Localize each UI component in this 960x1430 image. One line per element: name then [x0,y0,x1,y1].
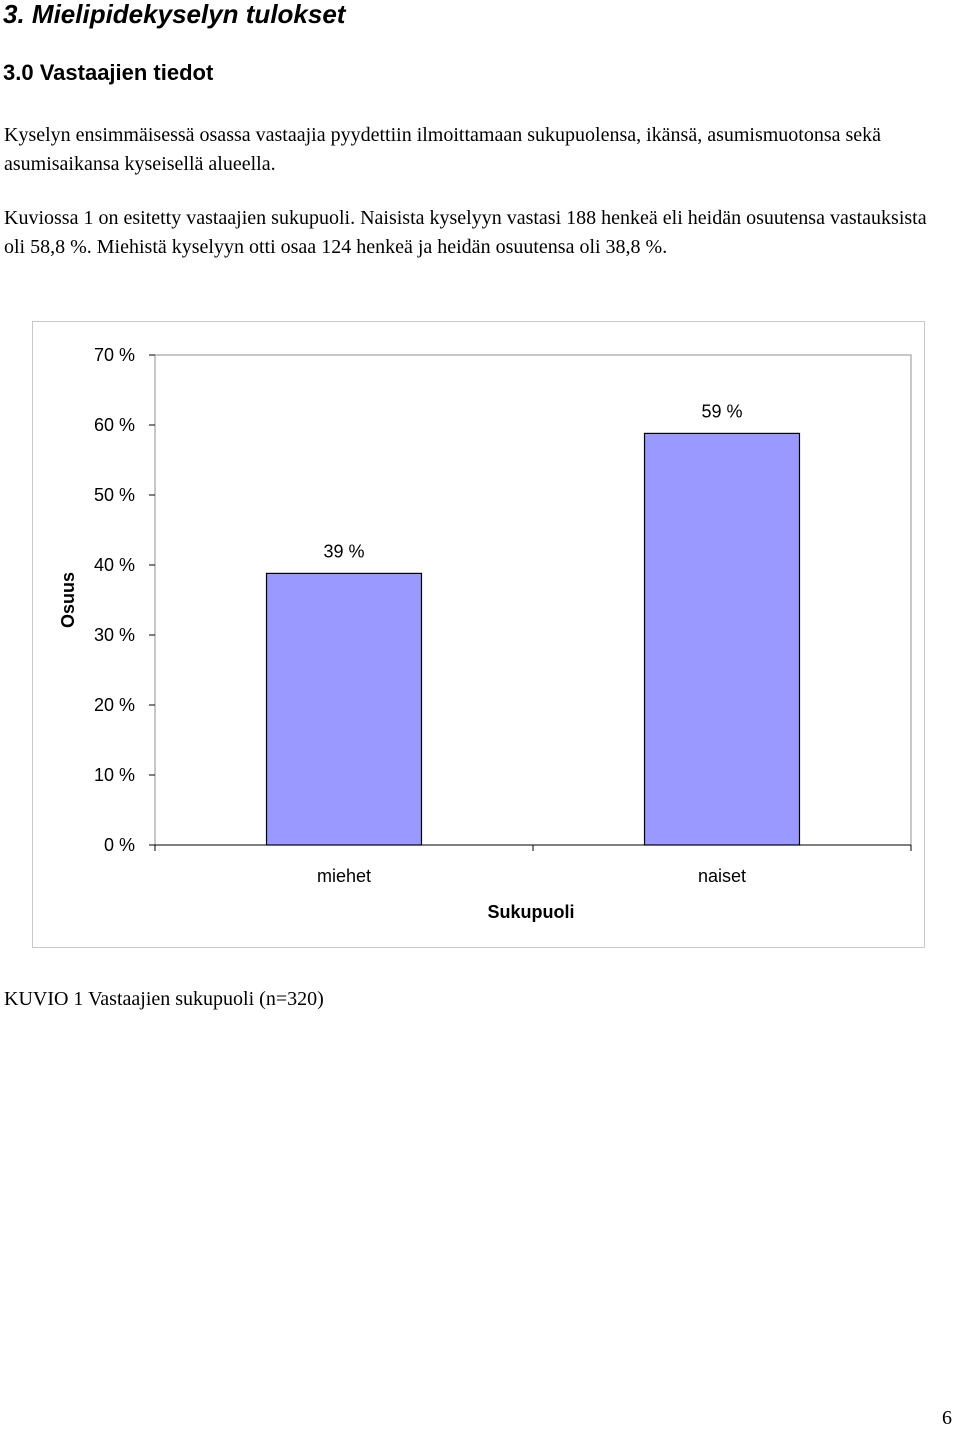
subsection-heading: 3.0 Vastaajien tiedot [3,60,214,85]
x-axis-title: Sukupuoli [487,902,575,922]
y-tick-label: 60 % [93,415,135,435]
y-tick-label: 20 % [93,695,135,715]
paragraph-gender: Kuviossa 1 on esitetty vastaajien sukupuoli. Naisista kyselyyn vastasi 188 henkeä eli heidän osuutensa vastauksista oli 58,8 %. Miehistä kyselyyn otti osaa 124 henkeä ja heidän osuutensa oli 38,8 %. [4,207,927,258]
x-tick-label: miehet [316,866,372,886]
y-tick-label: 10 % [93,765,135,785]
figure-caption: KUVIO 1 Vastaajien sukupuoli (n=320) [4,988,324,1010]
y-axis-title: Osuus [58,571,78,629]
data-label: 59 % [701,401,743,422]
y-tick-label: 30 % [93,625,135,645]
y-tick-label: 0 % [103,835,135,855]
data-label: 39 % [323,541,365,562]
section-heading: 3. Mielipidekyselyn tulokset [3,0,346,29]
y-tick-label: 40 % [93,555,135,575]
page-number: 6 [942,1407,952,1429]
y-tick-label: 50 % [93,485,135,505]
bar-miehet [267,573,422,845]
bar-naiset [645,433,800,845]
y-tick-label: 70 % [93,345,135,365]
x-tick-label: naiset [697,866,747,886]
paragraph-intro: Kyselyn ensimmäisessä osassa vastaajia pyydettiin ilmoittamaan sukupuolensa, ikänsä, asumismuotonsa sekä asumisaikansa kyseisellä alueella. [4,124,882,175]
